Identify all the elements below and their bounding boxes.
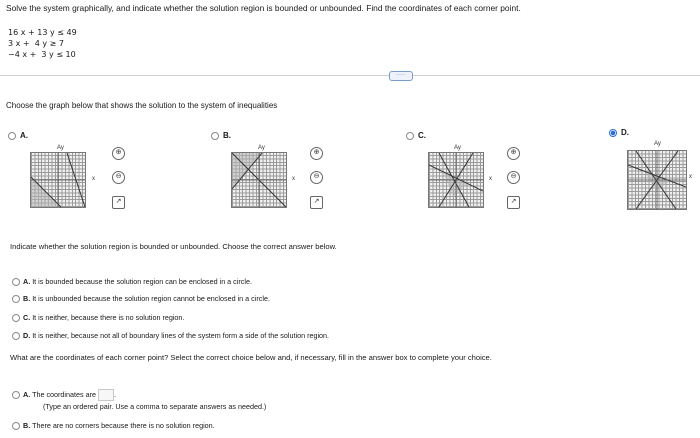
- inequality-3: −4 x + 3 y ≤ 10: [8, 50, 76, 59]
- corner-option-a[interactable]: A. The coordinates are .: [12, 389, 116, 401]
- question-text: Solve the system graphically, and indicate whether the solution region is bounded or unbounded. Find the coordinates of each corner point.: [6, 3, 521, 13]
- radio-corner-a[interactable]: [12, 391, 20, 399]
- x-axis-label: x: [292, 176, 295, 182]
- graph-a: [30, 152, 86, 208]
- corner-option-a-hint: (Type an ordered pair. Use a comma to separate answers as needed.): [43, 402, 267, 411]
- corner-option-b[interactable]: [12, 421, 215, 430]
- radio-a[interactable]: [8, 132, 16, 140]
- graph-d: [627, 150, 687, 210]
- external-link-icon[interactable]: ↗: [310, 196, 323, 209]
- corner-option-b-letter: B.: [23, 421, 31, 430]
- radio-bounded-c[interactable]: [12, 314, 20, 322]
- external-link-icon[interactable]: ↗: [507, 196, 520, 209]
- y-axis-label: Ay: [654, 141, 661, 147]
- inequality-system: [8, 27, 77, 60]
- radio-bounded-d[interactable]: [12, 332, 20, 340]
- graph-option-c[interactable]: [406, 127, 426, 145]
- bounded-option-c-letter: C.: [23, 313, 31, 322]
- graph-b: [231, 152, 287, 208]
- bounded-option-b-letter: B.: [23, 294, 31, 303]
- zoom-out-icon[interactable]: ⊖: [112, 171, 125, 184]
- zoom-in-icon[interactable]: ⊕: [507, 147, 520, 160]
- radio-bounded-a[interactable]: [12, 278, 20, 286]
- graph-option-a-label: A.: [20, 131, 28, 141]
- graph-c: [428, 152, 484, 208]
- bounded-option-d-text: It is neither, because not all of boundary lines of the system form a side of the solution region.: [32, 331, 330, 340]
- bounded-prompt: Indicate whether the solution region is bounded or unbounded. Choose the correct answer below.: [10, 242, 337, 251]
- graph-option-b-label: B.: [223, 131, 231, 141]
- bounded-option-c[interactable]: [12, 313, 184, 322]
- bounded-option-d[interactable]: [12, 331, 329, 340]
- y-axis-label: Ay: [454, 145, 461, 151]
- corner-option-a-letter: A.: [23, 389, 31, 399]
- external-link-icon[interactable]: ↗: [112, 196, 125, 209]
- graph-option-d-label: D.: [621, 128, 629, 138]
- bounded-option-a-text: It is bounded because the solution region can be enclosed in a circle.: [32, 277, 252, 286]
- graph-option-c-label: C.: [418, 131, 426, 141]
- corner-prompt: What are the coordinates of each corner point? Select the correct choice below and, if necessary, fill in the answer box to complete your choice.: [10, 353, 492, 362]
- x-axis-label: x: [489, 176, 492, 182]
- radio-corner-b[interactable]: [12, 422, 20, 430]
- bounded-option-b-text: It is unbounded because the solution region cannot be enclosed in a circle.: [32, 294, 270, 303]
- x-axis-label: x: [689, 174, 692, 180]
- graph-prompt: Choose the graph below that shows the solution to the system of inequalities: [6, 101, 278, 110]
- radio-c[interactable]: [406, 132, 414, 140]
- bounded-option-a-letter: A.: [23, 277, 31, 286]
- graph-option-b[interactable]: [211, 127, 231, 145]
- graph-option-a[interactable]: [8, 127, 28, 145]
- coordinates-answer-input[interactable]: [98, 389, 114, 401]
- zoom-out-icon[interactable]: ⊖: [310, 171, 323, 184]
- zoom-in-icon[interactable]: ⊕: [310, 147, 323, 160]
- section-divider: [0, 75, 700, 76]
- corner-option-b-text: There are no corners because there is no solution region.: [32, 421, 215, 430]
- y-axis-label: Ay: [57, 145, 64, 151]
- bounded-option-b[interactable]: [12, 294, 270, 303]
- bounded-option-d-letter: D.: [23, 331, 31, 340]
- radio-bounded-b[interactable]: [12, 295, 20, 303]
- x-axis-label: x: [92, 176, 95, 182]
- inequality-2: 3 x + 4 y ≥ 7: [8, 39, 64, 48]
- graph-option-d[interactable]: [609, 124, 629, 142]
- corner-option-a-text: The coordinates are: [32, 389, 96, 399]
- y-axis-label: Ay: [258, 145, 265, 151]
- zoom-out-icon[interactable]: ⊖: [507, 171, 520, 184]
- bounded-option-a[interactable]: [12, 277, 252, 286]
- inequality-1: 16 x + 13 y ≤ 49: [8, 28, 77, 37]
- zoom-in-icon[interactable]: ⊕: [112, 147, 125, 160]
- expand-button[interactable]: ·····: [389, 71, 413, 81]
- bounded-option-c-text: It is neither, because there is no solution region.: [32, 313, 185, 322]
- radio-d-selected[interactable]: [609, 129, 617, 137]
- radio-b[interactable]: [211, 132, 219, 140]
